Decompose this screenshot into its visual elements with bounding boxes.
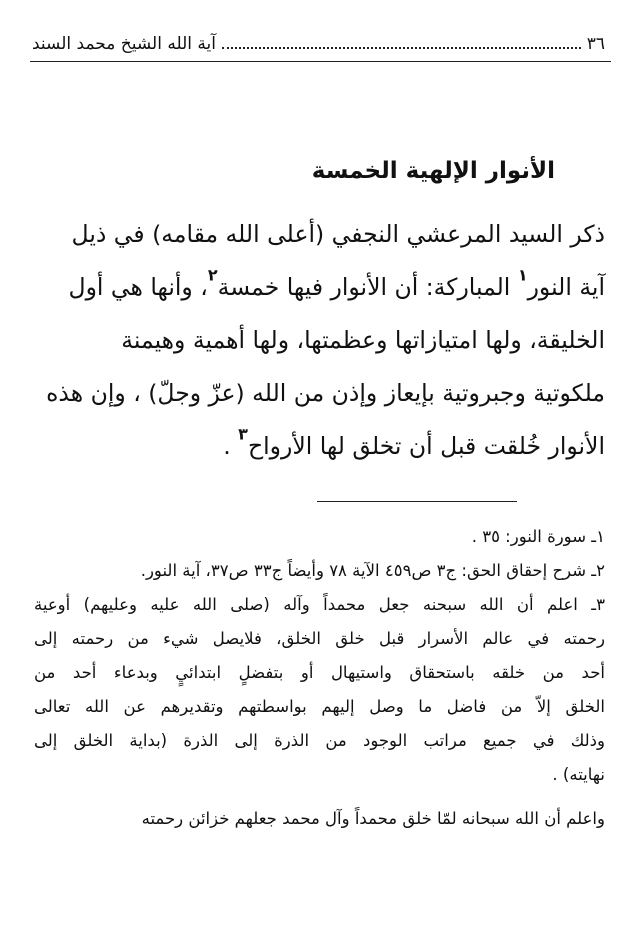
body-text-segment: . [223,432,239,460]
body-text-segment: الأنوار خُلقت قبل أن تخلق لها الأرواح [247,432,605,460]
footnote-ref-2[interactable]: ٢ [207,265,218,285]
footnote-ref-1[interactable]: ١ [517,265,528,285]
section-heading: الأنوار الإلهية الخمسة [311,158,555,184]
footnote-3-continuation: واعلم أن الله سبحانه لمّا خلق محمداً وآل محمد جعلهم خزائن رحمته [141,809,605,828]
body-text-segment: المباركة: أن الأنوار فيها خمسة [217,273,518,301]
footnote-1: ١ـ سورة النور: ٣٥ . [471,527,605,546]
footnote-3 [34,588,605,792]
body-text-segment: آية النور [527,273,605,301]
body-line: ذكر السيد المرعشي النجفي (أعلى الله مقامه) في ذيل [71,220,605,248]
footnote-divider [317,501,517,502]
footnotes-section [34,520,605,836]
footnote-line: ٣ـ اعلم أن الله سبحنه جعل محمداً وآله (صلى الله عليه وعليهم) أوعية [34,595,605,614]
body-paragraph [34,208,605,473]
running-title: آية الله الشيخ محمد السند [32,34,216,54]
body-line: ملكوتية وجبروتية بإيعاز وإذن من الله (عزّ وجلّ) ، وإن هذه [46,379,605,407]
body-text-segment: ، وأنها هي أول [68,273,208,301]
footnote-line: الخلق إلاّ من فاضل ما وصل إليهم بواسطتهم وتقديرهم عن الله تعالى [34,697,605,716]
running-header [32,30,605,54]
header-divider [30,61,611,62]
dotted-leader [222,46,581,49]
footnote-line: أحد من خلقه باستحقاق واستيهال أو بتفضلٍ ابتدائيٍ وبدعاء أحد من [34,663,605,682]
footnote-2: ٢ـ شرح إحقاق الحق: ج٣ ص٤٥٩ الآية ٧٨ وأيضاً ج٣٣ ص٣٧، آية النور. [140,561,605,580]
body-line [34,420,605,473]
footnote-line: وذلك في جميع مراتب الوجود من الذرة إلى الذرة (بداية الخلق إلى [34,731,605,750]
body-line [34,261,605,314]
footnote-ref-3[interactable]: ٣ [238,424,248,444]
page-number: ٣٦ [586,34,605,54]
footnote-line: رحمته في عالم الأسرار قبل خلق الخلق، فلايصل شيء من رحمته إلى [34,629,605,648]
body-line: الخليقة، ولها امتيازاتها وعظمتها، ولها أهمية وهيمنة [121,326,605,354]
footnote-line: نهايته) . [552,765,605,784]
